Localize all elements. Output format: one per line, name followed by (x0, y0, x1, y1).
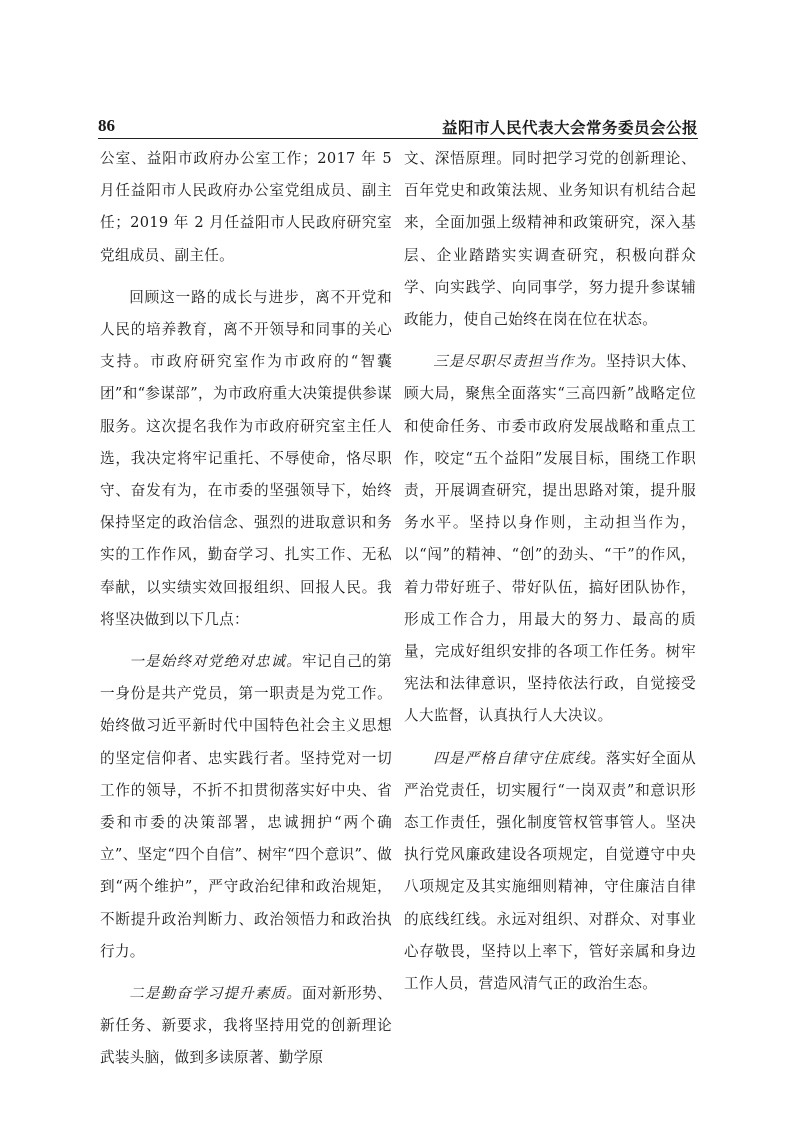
point-four-body: 落实好全面从严治党责任，切实履行“一岗双责”和意识形态工作责任，强化制度管权管事管人。坚决执行党风廉政建设各项规定，自觉遵守中央八项规定及其实施细则精神，守住廉洁自律的底线红线。永远对组织、对群众、对事业心存敬畏，坚持以上率下，管好亲属和身边工作人员，营造风清气正的政治生态。 (404, 749, 696, 993)
paragraph-intro: 回顾这一路的成长与进步，离不开党和人民的培养教育，离不开领导和同事的关心支持。市政府研究室作为市政府的“智囊团”和“参谋部”，为市政府重大决策提供参谋服务。这次提名我作为市政府研究室主任人选，我决定将牢记重托、不辱使命，恪尽职守、奋发有为，在市委的坚强领导下，始终保持坚定的政治信念、强烈的进取意识和务实的工作作风，勤奋学习、扎实工作、无私奉献，以实绩实效回报组织、回报人民。我将坚决做到以下几点： (100, 288, 392, 628)
paragraph-point-four (404, 743, 696, 1001)
paragraph-point-one (100, 646, 392, 968)
right-column (404, 143, 696, 1000)
header-divider (98, 138, 698, 139)
point-one-heading: 一是始终对党绝对忠诚。 (129, 653, 303, 671)
page-header (98, 112, 698, 138)
point-two-heading: 二是勤奋学习提升素质。 (129, 985, 303, 1003)
point-one-body: 牢记自己的第一身份是共产党员，第一职责是为党工作。始终做习近平新时代中国特色社会主义思想的坚定信仰者、忠实践行者。坚持党对一切工作的领导，不折不扣贯彻落实好中央、省委和市委的决策部署，忠诚拥护“两个确立”、坚定“四个自信”、树牢“四个意识”、做到“两个维护”，严守政治纪律和政治规矩，不断提升政治判断力、政治领悟力和政治执行力。 (100, 653, 392, 960)
point-four-heading: 四是严格自律守住底线。 (433, 749, 607, 767)
page-number: 86 (98, 116, 115, 135)
paragraph-point-two (100, 978, 392, 1075)
paragraph-point-three (404, 346, 696, 732)
paragraph-point-two-continued: 文、深悟原理。同时把学习党的创新理论、百年党史和政策法规、业务知识有机结合起来，全面加强上级精神和政策研究，深入基层、企业踏踏实实调查研究，积极向群众学、向实践学、向同事学，努力提升参谋辅政能力，使自己始终在岗在位在状态。 (404, 150, 696, 329)
left-column (100, 143, 392, 1075)
point-two-body: 面对新形势、新任务、新要求，我将坚持用党的创新理论武装头脑，做到多读原著、勤学原 (100, 985, 392, 1067)
paragraph-continuation: 公室、益阳市政府办公室工作；2017 年 5 月任益阳市人民政府办公室党组成员、副主任；2019 年 2 月任益阳市人民政府研究室党组成员、副主任。 (100, 150, 392, 264)
point-three-body: 坚持识大体、顾大局，聚焦全面落实“三高四新”战略定位和使命任务、市委市政府发展战略和重点工作，咬定“五个益阳”发展目标，围绕工作职责，开展调查研究，提出思路对策，提升服务水平。坚持以身作则，主动担当作为，以“闯”的精神、“创”的劲头、“干”的作风，着力带好班子、带好队伍，搞好团队协作，形成工作合力，用最大的努力、最高的质量，完成好组织安排的各项工作任务。树牢宪法和法律意识，坚持依法行政，自觉接受人大监督，认真执行人大决议。 (404, 353, 696, 725)
journal-title: 益阳市人民代表大会常务委员会公报 (441, 118, 698, 137)
point-three-heading: 三是尽职尽责担当作为。 (433, 353, 607, 371)
